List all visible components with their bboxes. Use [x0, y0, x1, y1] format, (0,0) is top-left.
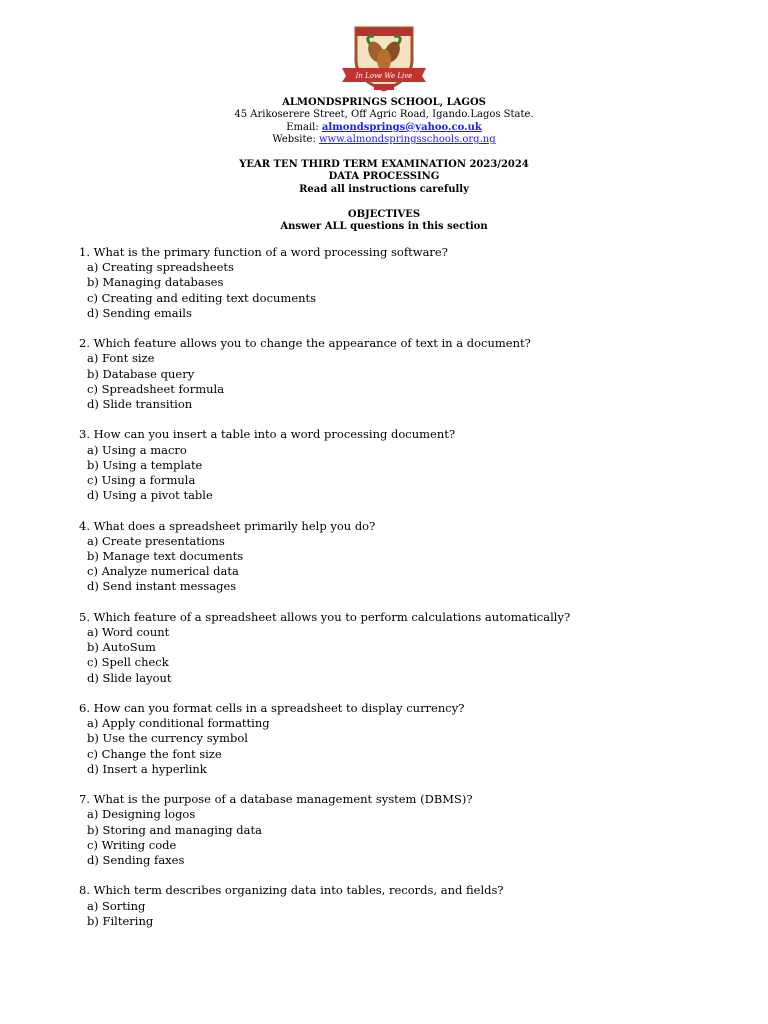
- answer-option: c) Analyze numerical data: [87, 564, 239, 579]
- answer-option: d) Sending emails: [87, 305, 192, 320]
- answer-option: a) Font size: [87, 351, 155, 366]
- question-item: [79, 792, 739, 868]
- school-crest-icon: [334, 22, 434, 94]
- email-line: [0, 122, 768, 134]
- answer-option: b) Manage text documents: [87, 549, 244, 564]
- question-text: 2. Which feature allows you to change the appearance of text in a document?: [79, 336, 531, 351]
- answer-option: a) Designing logos: [87, 807, 196, 822]
- exam-title: YEAR TEN THIRD TERM EXAMINATION 2023/2024: [239, 159, 529, 171]
- section-instruction: Answer ALL questions in this section: [280, 221, 488, 233]
- question-text: 5. Which feature of a spreadsheet allows you to perform calculations automatically?: [79, 609, 571, 624]
- answer-option: a) Creating spreadsheets: [87, 260, 234, 275]
- answer-option: d) Insert a hyperlink: [87, 761, 207, 776]
- answer-option: c) Change the font size: [87, 746, 222, 761]
- answer-option: b) Use the currency symbol: [87, 731, 248, 746]
- question-item: [79, 701, 739, 777]
- email-link[interactable]: almondsprings@yahoo.co.uk: [321, 121, 482, 133]
- school-logo: [334, 22, 434, 94]
- question-text: 7. What is the purpose of a database management system (DBMS)?: [79, 792, 473, 807]
- answer-option: c) Creating and editing text documents: [87, 290, 317, 305]
- answer-option: b) Using a template: [87, 457, 203, 472]
- website-line: [0, 134, 768, 146]
- answer-option: a) Create presentations: [87, 533, 225, 548]
- answer-option: b) Database query: [87, 366, 195, 381]
- section-title: OBJECTIVES: [347, 208, 421, 220]
- school-address: 45 Arikoserere Street, Off Agric Road, Igando.Lagos State.: [234, 109, 534, 121]
- question-text: 1. What is the primary function of a word processing software?: [79, 245, 448, 259]
- website-link[interactable]: www.almondspringsschools.org.ng: [319, 134, 496, 146]
- question-item: [79, 336, 739, 412]
- instructions-text: Read all instructions carefully: [299, 183, 469, 195]
- answer-option: b) Managing databases: [87, 275, 224, 290]
- question-list: [79, 245, 739, 944]
- answer-option: d) Using a pivot table: [87, 488, 213, 503]
- question-text: 4. What does a spreadsheet primarily help you do?: [79, 518, 376, 533]
- answer-option: a) Apply conditional formatting: [87, 716, 270, 731]
- answer-option: d) Send instant messages: [87, 579, 237, 594]
- answer-option: b) Filtering: [87, 913, 154, 928]
- question-text: 3. How can you insert a table into a word processing document?: [79, 427, 456, 442]
- answer-option: a) Using a macro: [87, 442, 187, 457]
- website-label: Website:: [272, 134, 319, 146]
- answer-option: b) AutoSum: [87, 640, 156, 655]
- answer-option: c) Spreadsheet formula: [87, 381, 225, 396]
- question-item: [79, 519, 739, 595]
- question-item: [79, 245, 739, 321]
- answer-option: a) Sorting: [87, 898, 146, 913]
- answer-option: a) Word count: [87, 625, 170, 640]
- email-label: Email:: [286, 121, 322, 133]
- answer-option: d) Slide layout: [87, 670, 172, 685]
- subject-title: DATA PROCESSING: [328, 171, 440, 183]
- answer-option: c) Using a formula: [87, 473, 196, 488]
- question-item: [79, 883, 739, 929]
- answer-option: b) Storing and managing data: [87, 822, 262, 837]
- svg-text:In Love We Live: In Love We Live: [355, 72, 413, 80]
- school-name: ALMONDSPRINGS SCHOOL, LAGOS: [282, 97, 486, 108]
- question-text: 6. How can you format cells in a spreadsheet to display currency?: [79, 701, 465, 716]
- answer-option: c) Spell check: [87, 655, 169, 670]
- answer-option: d) Slide transition: [87, 397, 193, 412]
- answer-option: d) Sending faxes: [87, 853, 185, 868]
- question-text: 8. Which term describes organizing data into tables, records, and fields?: [79, 883, 504, 898]
- answer-option: c) Writing code: [87, 837, 177, 852]
- exam-header: [0, 97, 768, 233]
- question-item: [79, 427, 739, 503]
- question-item: [79, 610, 739, 686]
